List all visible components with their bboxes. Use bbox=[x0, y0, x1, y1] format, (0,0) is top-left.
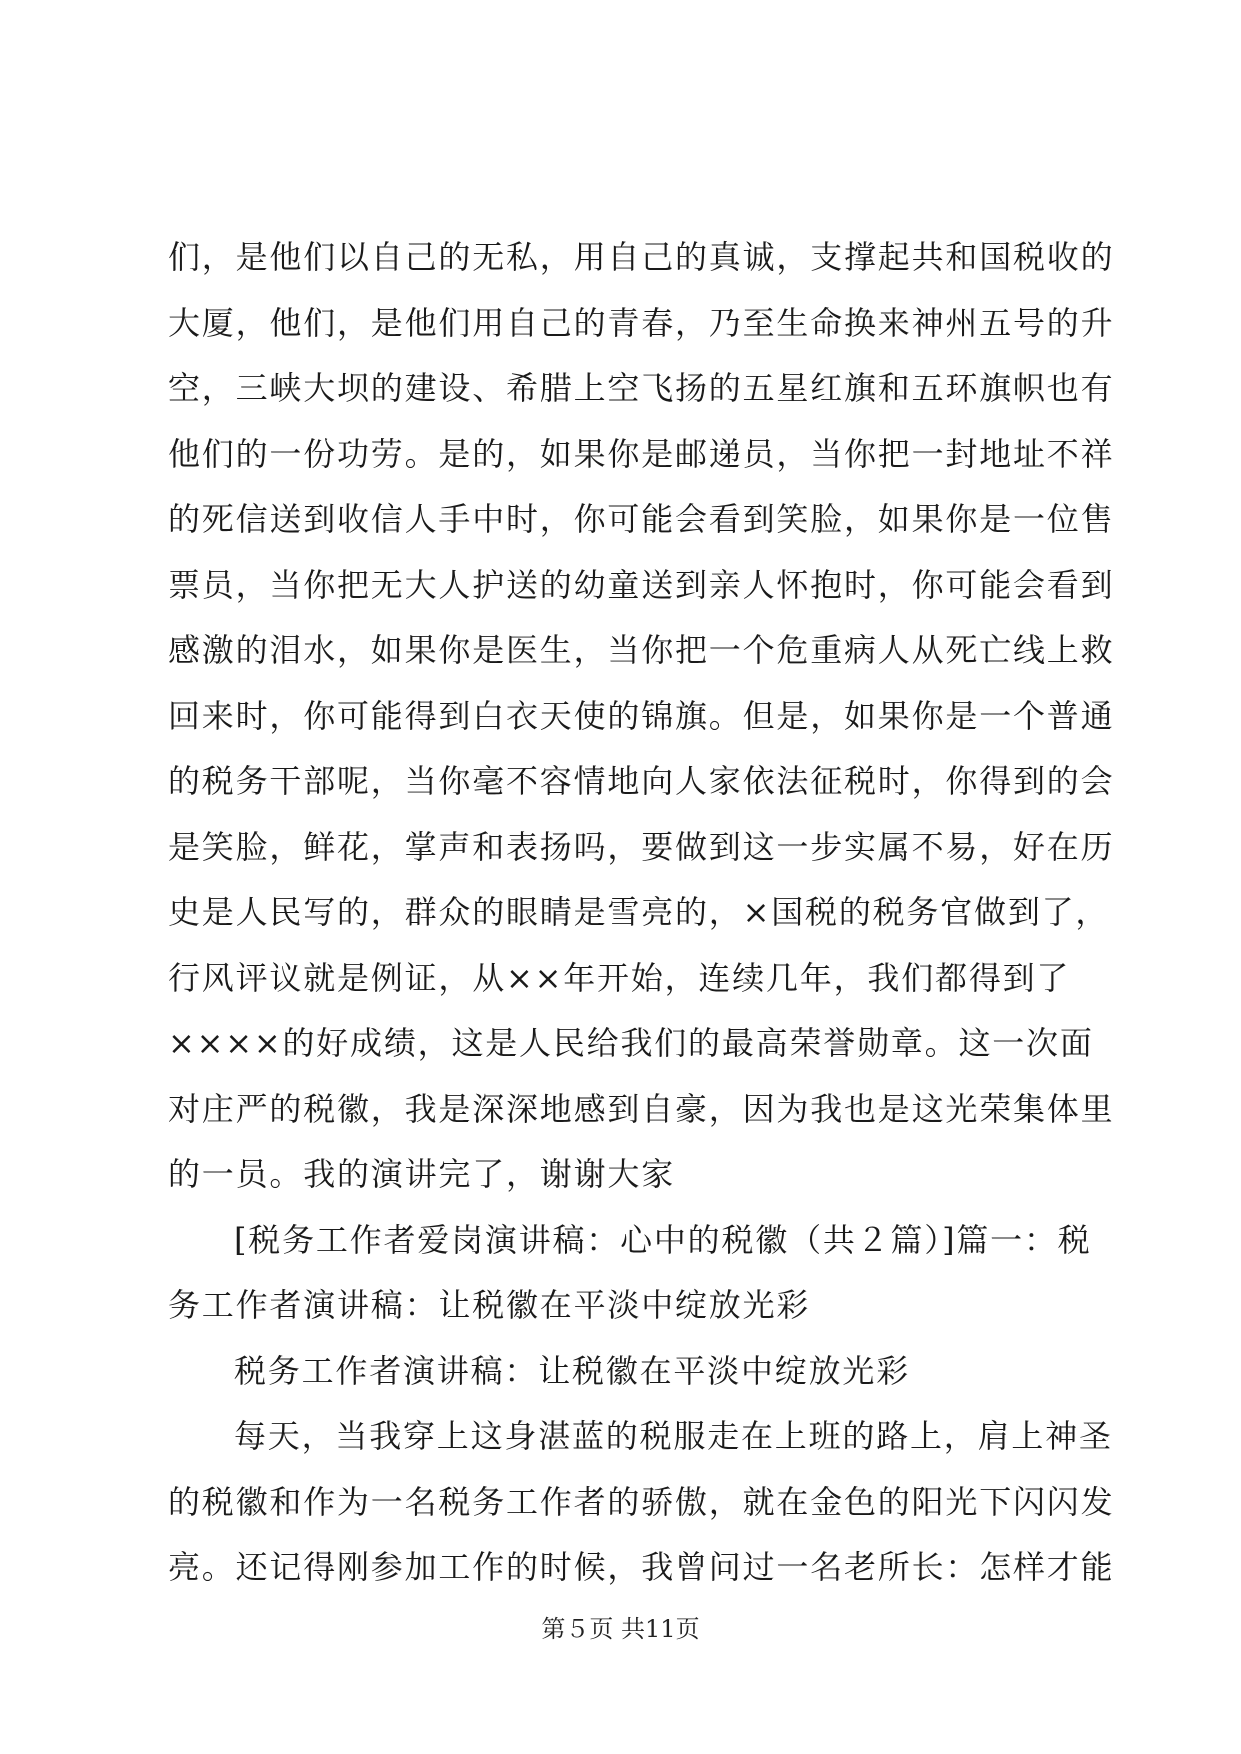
text-line: 回来时，你可能得到白衣天使的锦旗。但是，如果你是一个普通 bbox=[168, 696, 1115, 735]
text-line: 对庄严的税徽，我是深深地感到自豪，因为我也是这光荣集体里 bbox=[168, 1089, 1115, 1128]
text-line: 大厦，他们，是他们用自己的青春，乃至生命换来神州五号的升 bbox=[168, 303, 1115, 342]
text-line: 空，三峡大坝的建设、希腊上空飞扬的五星红旗和五环旗帜也有 bbox=[168, 369, 1115, 407]
text-line: 们，是他们以自己的无私，用自己的真诚，支撑起共和国税收的 bbox=[168, 238, 1115, 276]
text-line: 感激的泪水，如果你是医生，当你把一个危重病人从死亡线上救 bbox=[168, 631, 1115, 669]
text-line: 是笑脸，鲜花，掌声和表扬吗，要做到这一步实属不易，好在历 bbox=[168, 827, 1115, 866]
text-line: 他们的一份功劳。是的，如果你是邮递员，当你把一封地址不祥 bbox=[168, 434, 1115, 473]
text-line: ××××的好成绩，这是人民给我们的最高荣誉勋章。这一次面 bbox=[168, 1024, 1094, 1062]
text-line: 史是人民写的，群众的眼睛是雪亮的，×国税的税务官做到了， bbox=[168, 893, 1110, 931]
text-line: 的税务干部呢，当你毫不容情地向人家依法征税时，你得到的会 bbox=[168, 762, 1115, 800]
text-line: 的一员。我的演讲完了，谢谢大家 bbox=[168, 1155, 676, 1193]
text-line: 票员，当你把无大人护送的幼童送到亲人怀抱时，你可能会看到 bbox=[168, 565, 1115, 604]
text-line: 行风评议就是例证，从××年开始，连续几年，我们都得到了 bbox=[168, 958, 1071, 997]
article-title-line: 税务工作者演讲稿：让税徽在平淡中绽放光彩 bbox=[234, 1351, 911, 1390]
section-heading-line: 务工作者演讲稿：让税徽在平淡中绽放光彩 bbox=[168, 1286, 811, 1324]
page-number-footer: 第５页 共11页 bbox=[541, 1615, 700, 1643]
text-line: 每天，当我穿上这身湛蓝的税服走在上班的路上，肩上神圣 bbox=[234, 1417, 1113, 1455]
text-line: 的税徽和作为一名税务工作者的骄傲，就在金色的阳光下闪闪发 bbox=[168, 1482, 1115, 1521]
section-heading-line: [税务工作者爱岗演讲稿：心中的税徽（共２篇）]篇一：税 bbox=[234, 1220, 1092, 1259]
document-body bbox=[168, 232, 1115, 1608]
text-line: 亮。还记得刚参加工作的时候，我曾问过一名老所长：怎样才能 bbox=[168, 1548, 1115, 1586]
text-line: 的死信送到收信人手中时，你可能会看到笑脸，如果你是一位售 bbox=[168, 500, 1115, 538]
